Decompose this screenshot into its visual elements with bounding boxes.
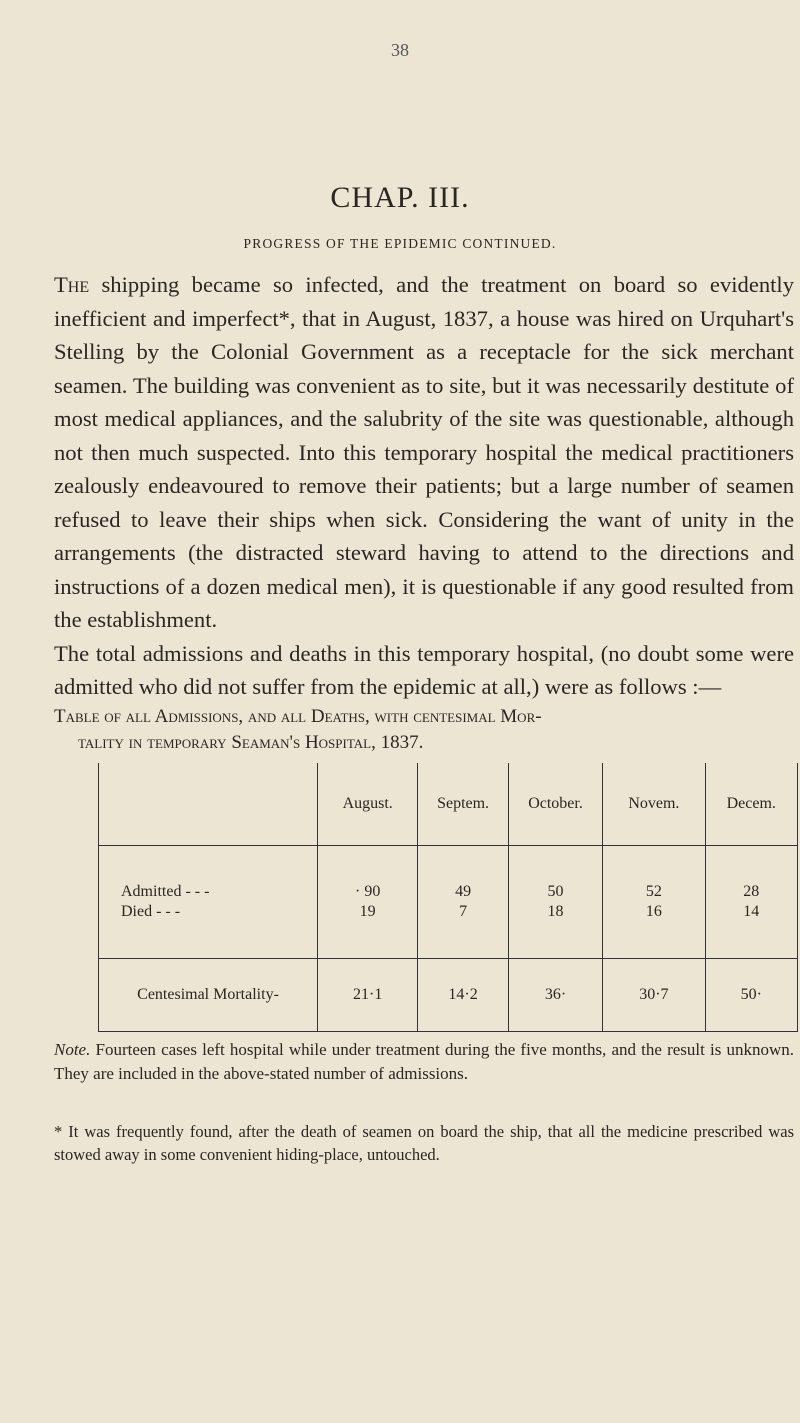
cell-died-august: 19 — [359, 903, 376, 920]
footnote: * It was frequently found, after the death of seamen on board the ship, that all the medicine prescribed was stowed away in some convenient hiding-place, untouched. — [54, 1122, 794, 1164]
cell-admitted-november: 52 — [645, 883, 662, 900]
cell-admitted-december: 28 — [743, 883, 760, 900]
cell-died-november: 16 — [645, 903, 662, 920]
row-label-died: Died - - - — [121, 903, 181, 920]
table-header-blank — [99, 763, 318, 846]
cell-mortality-november: 30·7 — [603, 959, 705, 1032]
col-header-august: August. — [318, 763, 418, 846]
page-number: 38 — [391, 40, 409, 60]
paragraph-1-text: shipping became so infected, and the treatment on board so evidently inefficient and imperfect*, that in August, 1837, a house was hired on Urquhart's Stelling by the Colonial Government as a receptacle for the sick merchant seamen. The building was convenient as to site, but it was necessarily destitute of most medical appliances, and the salubrity of the site was questionable, although not then much suspected. Into this temporary hospital the medical practitioners zealously endeavoured to remove their patients; but a large number of seamen refused to leave their ships when sick. Considering the want of unity in the arrangements (the distracted steward having to attend to the directions and instructions of a dozen medical men), it is questionable if any good resulted from the establishment. — [54, 272, 794, 632]
table-row-mortality — [99, 959, 798, 1032]
table-caption-line-2: tality in temporary Seaman's Hospital, 1837. — [78, 732, 424, 753]
col-header-december: Decem. — [705, 763, 797, 846]
cell-september — [418, 846, 508, 959]
table-row-admitted-died — [99, 846, 798, 959]
col-header-september: Septem. — [418, 763, 508, 846]
mortality-table — [98, 763, 798, 1032]
cell-admitted-september: 49 — [455, 883, 472, 900]
body-text — [54, 268, 794, 704]
cell-october — [508, 846, 602, 959]
cell-mortality-december: 50· — [705, 959, 797, 1032]
paragraph-2: The total admissions and deaths in this temporary hospital, (no doubt some were admitted who did not suffer from the epidemic at all,) were as follows :— — [54, 640, 794, 699]
cell-admitted-august: · 90 — [355, 883, 381, 900]
cell-november — [603, 846, 705, 959]
table-caption-line-1: Table of all Admissions, and all Deaths, with centesimal Mor- — [54, 706, 542, 727]
cell-mortality-september: 14·2 — [418, 959, 508, 1032]
row-labels — [99, 846, 318, 959]
col-header-october: October. — [508, 763, 602, 846]
table-note — [54, 1038, 794, 1086]
row-label-admitted: Admitted - - - — [121, 883, 210, 900]
cell-admitted-october: 50 — [547, 883, 564, 900]
note-label: Note. — [54, 1040, 91, 1059]
row-label-mortality: Centesimal Mortality- — [99, 959, 318, 1032]
cell-december — [705, 846, 797, 959]
table-caption — [54, 704, 794, 756]
table-header-row — [99, 763, 798, 846]
paragraph-1 — [54, 268, 794, 637]
cell-mortality-august: 21·1 — [318, 959, 418, 1032]
cell-august — [318, 846, 418, 959]
cell-died-october: 18 — [547, 903, 564, 920]
col-header-november: Novem. — [603, 763, 705, 846]
note-text: Fourteen cases left hospital while under treatment during the five months, and the result is unknown. They are included in the above-stated number of admissions. — [54, 1040, 794, 1083]
cell-died-september: 7 — [459, 903, 468, 920]
cell-mortality-october: 36· — [508, 959, 602, 1032]
paragraph-1-lead: The — [54, 272, 90, 297]
cell-died-december: 14 — [743, 903, 760, 920]
chapter-title: CHAP. III. — [330, 181, 470, 214]
chapter-subtitle: PROGRESS OF THE EPIDEMIC CONTINUED. — [243, 236, 557, 251]
